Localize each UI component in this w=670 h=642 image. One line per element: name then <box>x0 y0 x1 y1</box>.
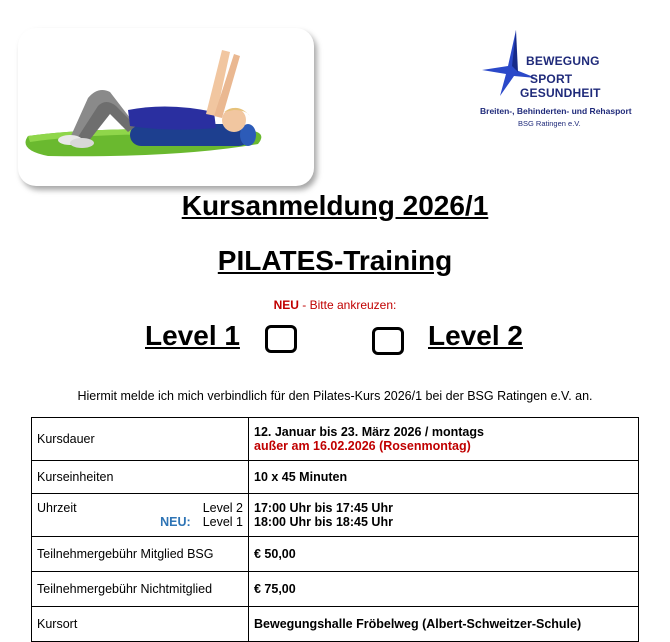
level1-checkbox[interactable] <box>265 325 297 353</box>
table-row <box>32 494 639 537</box>
logo-word-gesundheit: GESUNDHEIT <box>520 86 601 100</box>
course-title: PILATES-Training <box>217 245 453 276</box>
pilates-photo <box>18 28 314 186</box>
logo-club: BSG Ratingen e.V. <box>518 119 581 128</box>
selection-instruction <box>0 298 670 312</box>
logo-word-bewegung: BEWEGUNG <box>526 54 600 68</box>
row-label-kurseinheiten: Kurseinheiten <box>32 461 249 494</box>
uhrzeit-level1-label: Level 1 <box>202 515 243 529</box>
neu-label: NEU <box>273 298 299 312</box>
instruction-text: - Bitte ankreuzen: <box>298 298 397 312</box>
row-value-kursort: Bewegungshalle Fröbelweg (Albert-Schweitzer-Schule) <box>249 607 639 642</box>
table-row <box>32 461 639 494</box>
level1-label: Level 1 <box>145 320 240 351</box>
table-row <box>32 537 639 572</box>
table-row <box>32 607 639 642</box>
row-label-kursdauer: Kursdauer <box>32 418 249 461</box>
row-label-uhrzeit <box>32 494 249 537</box>
kursdauer-dates: 12. Januar bis 23. März 2026 / montags <box>254 425 484 439</box>
course-info-table <box>31 417 639 642</box>
row-value-kurseinheiten: 10 x 45 Minuten <box>249 461 639 494</box>
uhrzeit-level1-value: 18:00 Uhr bis 18:45 Uhr <box>254 515 393 529</box>
level2-checkbox[interactable] <box>372 327 404 355</box>
logo-subtitle: Breiten-, Behinderten- und Rehasport <box>480 106 632 116</box>
row-label-kursort: Kursort <box>32 607 249 642</box>
table-row <box>32 572 639 607</box>
uhrzeit-level2-label: Level 2 <box>202 501 243 515</box>
uhrzeit-line2 <box>37 515 243 529</box>
row-label-gebuehr-mitglied: Teilnehmergebühr Mitglied BSG <box>32 537 249 572</box>
uhrzeit-neu-label: NEU: <box>160 515 191 529</box>
row-value-kursdauer <box>249 418 639 461</box>
row-value-gebuehr-mitglied: € 50,00 <box>249 537 639 572</box>
bsg-logo <box>478 26 638 136</box>
logo-word-sport: SPORT <box>530 72 573 86</box>
uhrzeit-line1 <box>37 501 243 515</box>
kursdauer-exception: außer am 16.02.2026 (Rosenmontag) <box>254 439 471 453</box>
level2-label: Level 2 <box>428 320 523 351</box>
row-value-gebuehr-nichtmitglied: € 75,00 <box>249 572 639 607</box>
uhrzeit-level2-value: 17:00 Uhr bis 17:45 Uhr <box>254 501 393 515</box>
intro-text: Hiermit melde ich mich verbindlich für den Pilates-Kurs 2026/1 bei der BSG Ratingen e.V. an. <box>77 389 593 403</box>
row-label-gebuehr-nichtmitglied: Teilnehmergebühr Nichtmitglied <box>32 572 249 607</box>
uhrzeit-label: Uhrzeit <box>37 501 77 515</box>
table-row <box>32 418 639 461</box>
page-title: Kursanmeldung 2026/1 <box>181 190 489 221</box>
row-value-uhrzeit <box>249 494 639 537</box>
